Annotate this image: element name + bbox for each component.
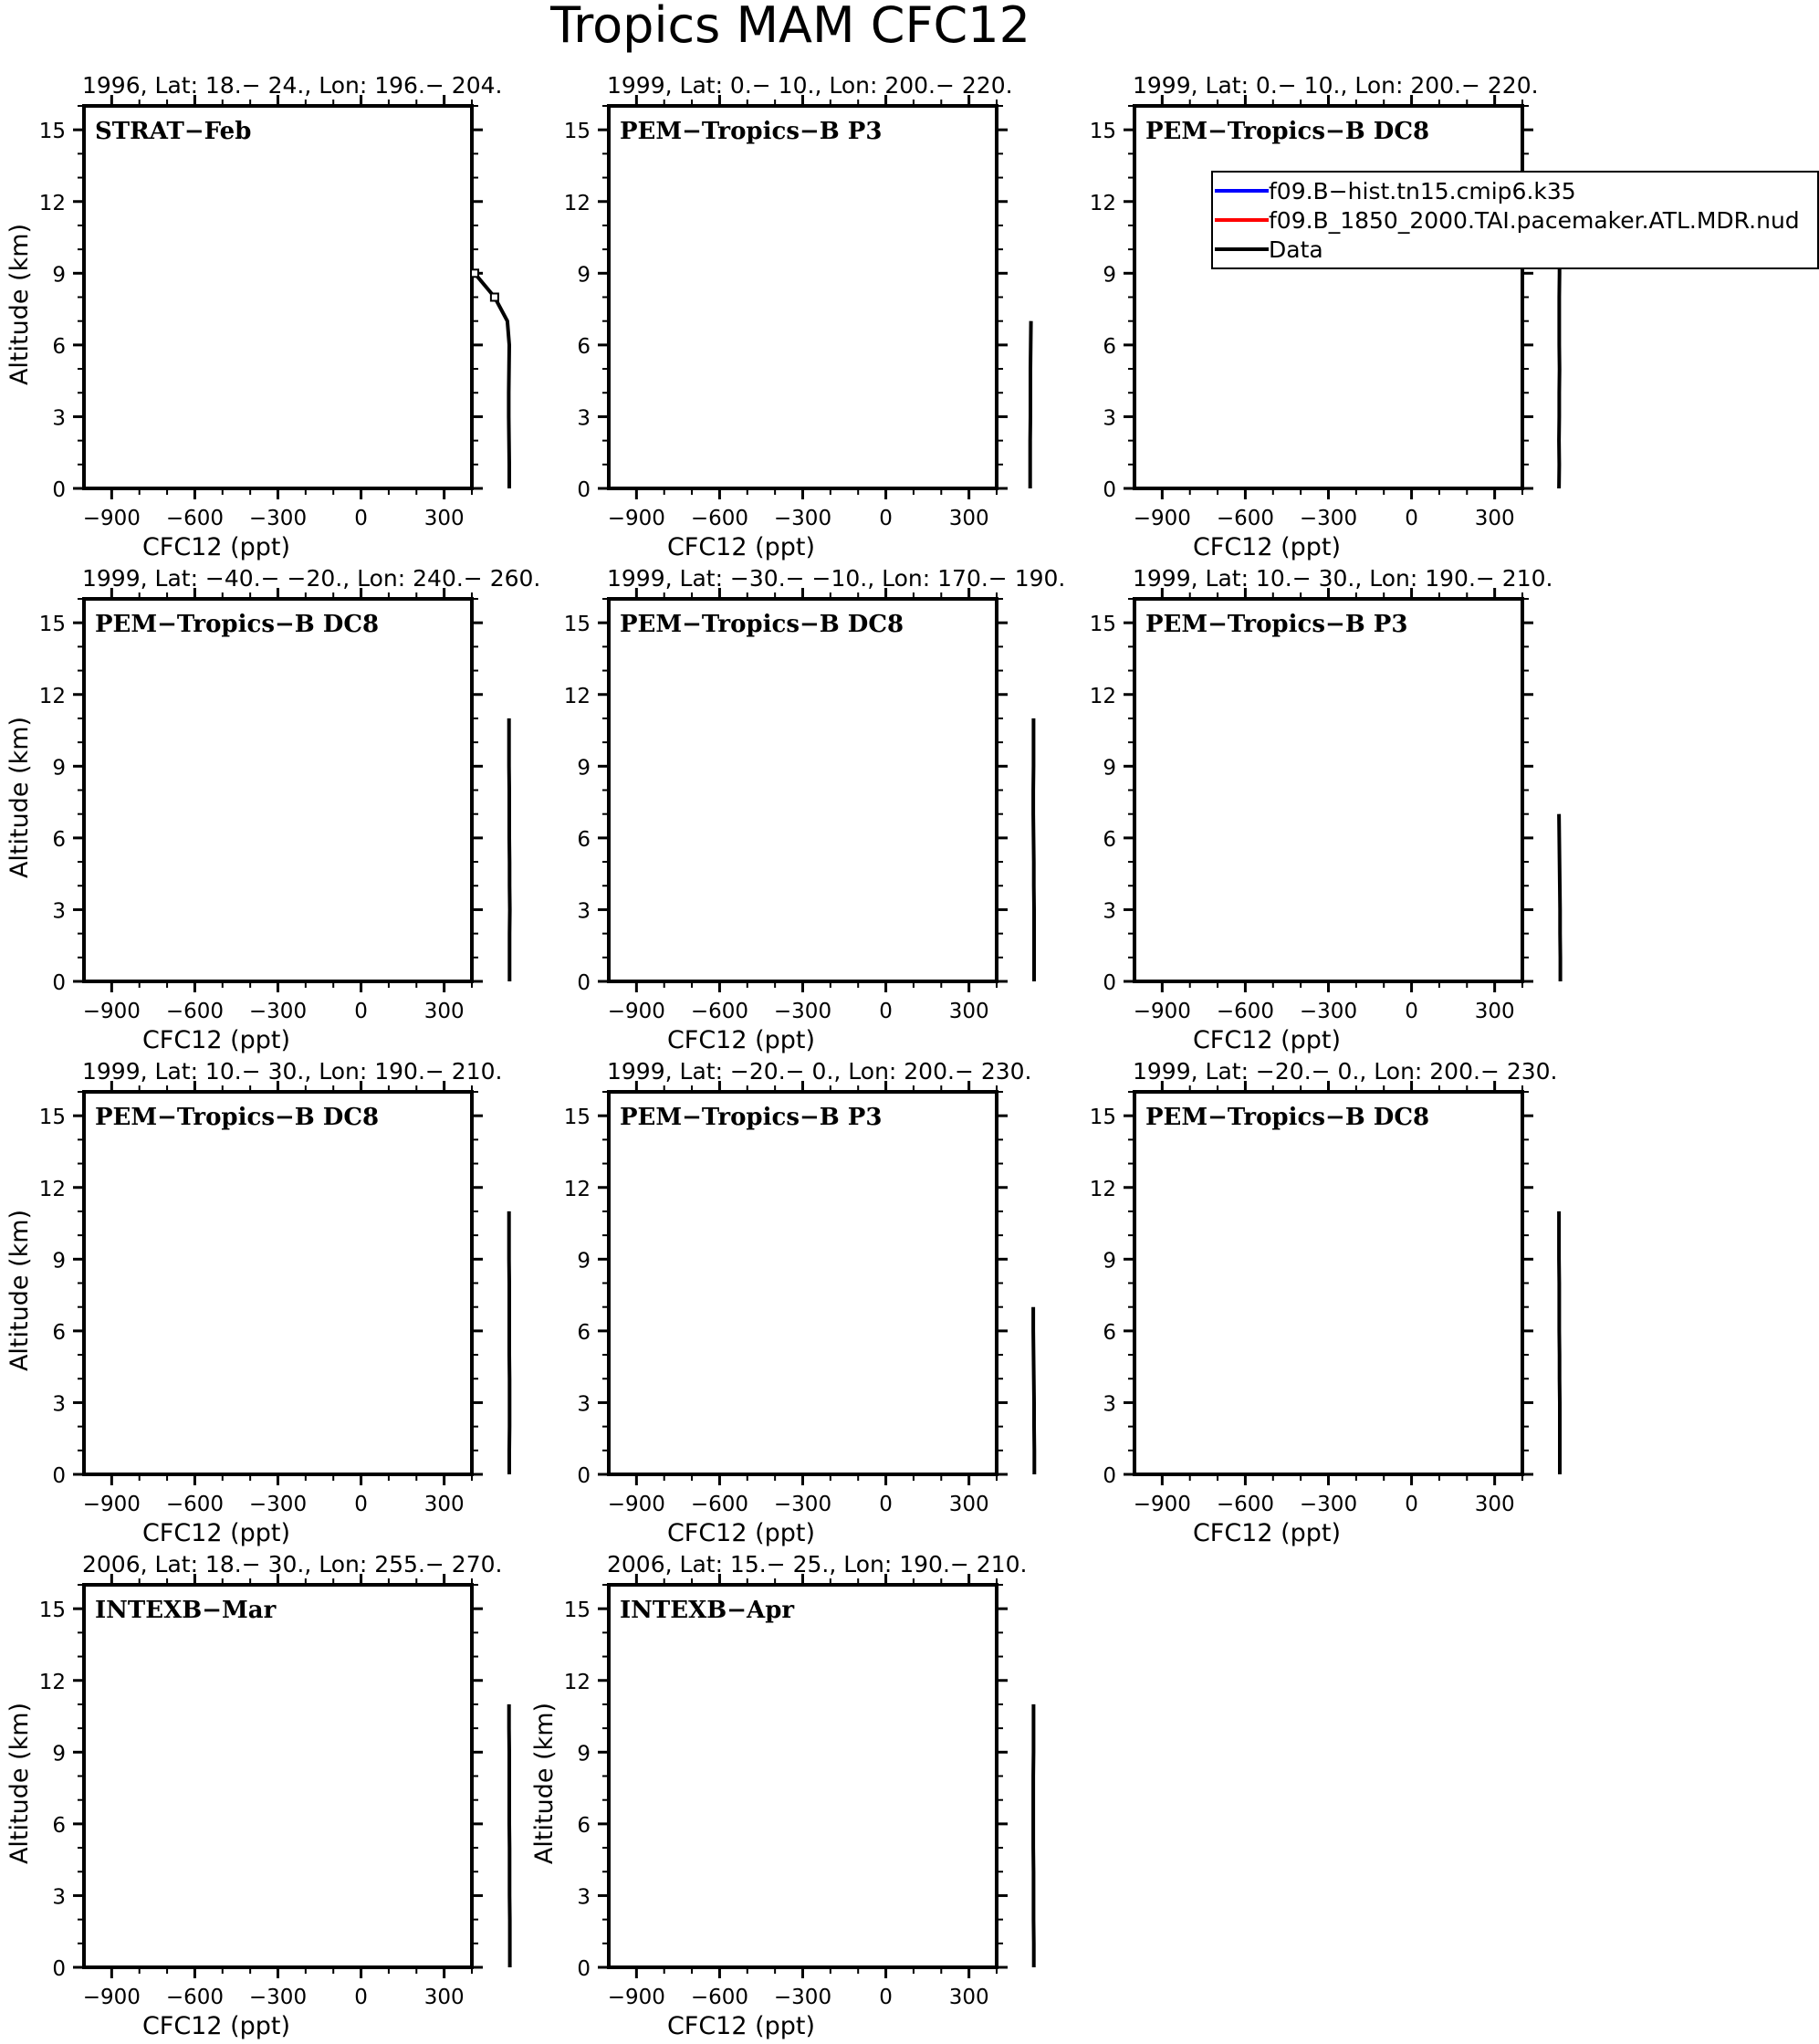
- x-tick-label: −900: [1133, 507, 1191, 530]
- panel-10: [5, 1551, 510, 2040]
- y-tick-label: 6: [1103, 827, 1116, 852]
- x-tick-label: 0: [354, 1493, 368, 1516]
- x-tick-label: −900: [82, 1493, 141, 1516]
- x-tick-label: 0: [354, 1986, 368, 2009]
- y-tick-label: 9: [1103, 1249, 1116, 1274]
- y-tick-label: 9: [577, 1249, 591, 1274]
- y-tick-label: 12: [563, 191, 591, 215]
- y-tick-label: 0: [52, 1957, 66, 1981]
- y-tick-label: 6: [577, 827, 591, 852]
- panel-8: [564, 1058, 1035, 1547]
- panel-2: [564, 72, 1031, 561]
- y-axis-label: Altitude (km): [5, 223, 34, 386]
- panel-header: 1999, Lat: 10.− 30., Lon: 190.− 210.: [82, 1058, 503, 1085]
- y-tick-label: 3: [577, 1885, 591, 1910]
- x-tick-label: −600: [690, 1000, 749, 1023]
- y-tick-label: 12: [563, 1670, 591, 1694]
- x-axis-label: CFC12 (ppt): [1192, 533, 1342, 561]
- y-tick-label: 6: [52, 334, 66, 359]
- y-tick-label: 9: [577, 1742, 591, 1766]
- y-axis-label: Altitude (km): [5, 1209, 34, 1372]
- panel-5: [564, 565, 1066, 1054]
- panel-1: [5, 72, 509, 561]
- x-tick-label: −900: [607, 1986, 665, 2009]
- plot-frame: [609, 106, 997, 488]
- campaign-label: PEM−Tropics−B P3: [620, 118, 883, 145]
- plot-frame: [1134, 1092, 1522, 1474]
- legend-label: Data: [1269, 236, 1323, 263]
- campaign-label: INTEXB−Apr: [620, 1597, 795, 1624]
- x-tick-label: −900: [607, 1000, 665, 1023]
- x-axis-label: CFC12 (ppt): [141, 533, 291, 561]
- legend: [1212, 172, 1818, 268]
- panel-header: 1996, Lat: 18.− 24., Lon: 196.− 204.: [82, 72, 503, 99]
- x-tick-label: −600: [1216, 1493, 1275, 1516]
- y-tick-label: 12: [38, 684, 66, 708]
- y-tick-label: 0: [1103, 478, 1116, 502]
- panels: [5, 72, 1561, 2040]
- x-tick-label: 300: [423, 1986, 465, 2009]
- y-tick-label: 3: [52, 1885, 66, 1910]
- y-tick-label: 0: [1103, 971, 1116, 995]
- campaign-label: PEM−Tropics−B DC8: [1145, 1104, 1430, 1131]
- plot-frame: [84, 106, 472, 488]
- x-axis-label: CFC12 (ppt): [666, 533, 816, 561]
- x-tick-label: 300: [948, 1493, 989, 1516]
- legend-label: f09.B_1850_2000.TAI.pacemaker.ATL.MDR.nud: [1269, 207, 1800, 234]
- x-tick-label: 300: [948, 1000, 989, 1023]
- x-tick-label: −300: [773, 1000, 832, 1023]
- x-tick-label: −900: [607, 507, 665, 530]
- panel-header: 2006, Lat: 18.− 30., Lon: 255.− 270.: [82, 1551, 503, 1578]
- x-axis-label: CFC12 (ppt): [666, 1026, 816, 1054]
- data-series-line: [509, 718, 510, 981]
- x-tick-label: −300: [248, 1986, 308, 2009]
- panel-header: 1999, Lat: −20.− 0., Lon: 200.− 230.: [607, 1058, 1032, 1085]
- x-tick-label: 300: [948, 1986, 989, 2009]
- x-axis-label: CFC12 (ppt): [141, 1519, 291, 1547]
- x-tick-label: −300: [773, 1493, 832, 1516]
- data-series-line: [509, 1704, 510, 1967]
- x-tick-label: 0: [1405, 1000, 1418, 1023]
- campaign-label: STRAT−Feb: [95, 118, 252, 145]
- x-tick-label: −900: [82, 507, 141, 530]
- x-tick-label: 300: [423, 507, 465, 530]
- plot-frame: [84, 1092, 472, 1474]
- y-tick-label: 0: [1103, 1464, 1116, 1488]
- x-tick-label: 300: [1474, 1493, 1515, 1516]
- y-tick-label: 12: [1089, 684, 1116, 708]
- x-tick-label: 300: [1474, 507, 1515, 530]
- y-axis-label: Altitude (km): [5, 716, 34, 879]
- x-tick-label: −300: [248, 1493, 308, 1516]
- x-tick-label: −600: [165, 1000, 225, 1023]
- y-tick-label: 9: [52, 756, 66, 781]
- x-tick-label: 0: [1405, 1493, 1418, 1516]
- x-tick-label: −900: [1133, 1000, 1191, 1023]
- y-tick-label: 0: [52, 971, 66, 995]
- plot-frame: [1134, 599, 1522, 981]
- campaign-label: PEM−Tropics−B P3: [620, 1104, 883, 1131]
- x-tick-label: −900: [607, 1493, 665, 1516]
- y-tick-label: 15: [1089, 613, 1116, 637]
- y-tick-label: 12: [38, 191, 66, 215]
- x-axis-label: CFC12 (ppt): [666, 1519, 816, 1547]
- data-series-line: [1030, 321, 1031, 488]
- y-tick-label: 15: [1089, 1106, 1116, 1130]
- y-tick-label: 15: [563, 613, 591, 637]
- panel-3: [1090, 72, 1560, 561]
- x-axis-label: CFC12 (ppt): [1192, 1519, 1342, 1547]
- panel-header: 2006, Lat: 15.− 25., Lon: 190.− 210.: [607, 1551, 1028, 1578]
- y-tick-label: 12: [1089, 1177, 1116, 1201]
- x-tick-label: −900: [82, 1000, 141, 1023]
- y-tick-label: 12: [563, 684, 591, 708]
- y-tick-label: 3: [52, 406, 66, 431]
- y-tick-label: 0: [52, 478, 66, 502]
- x-tick-label: 300: [423, 1000, 465, 1023]
- x-axis-label: CFC12 (ppt): [141, 2012, 291, 2040]
- y-axis-label: Altitude (km): [530, 1702, 559, 1865]
- figure-title: Tropics MAM CFC12: [550, 0, 1030, 54]
- x-tick-label: −600: [690, 507, 749, 530]
- y-tick-label: 12: [38, 1670, 66, 1694]
- data-series-line: [1033, 1704, 1034, 1967]
- x-tick-label: −300: [248, 1000, 308, 1023]
- y-tick-label: 6: [52, 827, 66, 852]
- x-tick-label: −600: [1216, 507, 1275, 530]
- y-tick-label: 9: [577, 263, 591, 288]
- y-tick-label: 0: [577, 478, 591, 502]
- panel-header: 1999, Lat: 0.− 10., Lon: 200.− 220.: [1133, 72, 1539, 99]
- plot-frame: [609, 1585, 997, 1967]
- campaign-label: PEM−Tropics−B DC8: [95, 1104, 380, 1131]
- y-tick-label: 9: [1103, 756, 1116, 781]
- y-tick-label: 6: [1103, 1320, 1116, 1345]
- y-tick-label: 6: [52, 1320, 66, 1345]
- data-series-line: [1559, 1211, 1560, 1474]
- y-tick-label: 9: [52, 1742, 66, 1766]
- y-tick-label: 0: [52, 1464, 66, 1488]
- data-marker: [491, 294, 498, 301]
- panel-11: [530, 1551, 1034, 2040]
- legend-label: f09.B−hist.tn15.cmip6.k35: [1269, 178, 1576, 204]
- y-tick-label: 9: [52, 1249, 66, 1274]
- campaign-label: PEM−Tropics−B DC8: [1145, 118, 1430, 145]
- y-tick-label: 15: [563, 1106, 591, 1130]
- x-tick-label: −600: [690, 1986, 749, 2009]
- y-tick-label: 12: [38, 1177, 66, 1201]
- campaign-label: PEM−Tropics−B P3: [1145, 611, 1408, 638]
- y-tick-label: 9: [1103, 263, 1116, 288]
- x-tick-label: 0: [879, 1493, 893, 1516]
- panel-header: 1999, Lat: −20.− 0., Lon: 200.− 230.: [1133, 1058, 1558, 1085]
- y-tick-label: 15: [563, 120, 591, 144]
- y-tick-label: 9: [52, 263, 66, 288]
- data-series-line: [475, 273, 509, 488]
- panel-6: [1090, 565, 1561, 1054]
- data-series-line: [509, 1211, 510, 1474]
- campaign-label: INTEXB−Mar: [95, 1597, 277, 1624]
- x-tick-label: −300: [1299, 507, 1358, 530]
- data-series-line: [1559, 814, 1561, 981]
- x-tick-label: −900: [1133, 1493, 1191, 1516]
- y-tick-label: 9: [577, 756, 591, 781]
- x-tick-label: −300: [773, 507, 832, 530]
- y-tick-label: 12: [563, 1177, 591, 1201]
- plot-frame: [84, 599, 472, 981]
- y-tick-label: 3: [1103, 899, 1116, 924]
- y-tick-label: 0: [577, 971, 591, 995]
- y-tick-label: 15: [38, 120, 66, 144]
- x-tick-label: −600: [690, 1493, 749, 1516]
- y-tick-label: 6: [577, 1813, 591, 1838]
- y-tick-label: 3: [577, 406, 591, 431]
- data-marker: [471, 269, 478, 277]
- x-tick-label: 0: [879, 1000, 893, 1023]
- y-tick-label: 15: [1089, 120, 1116, 144]
- y-tick-label: 15: [38, 1106, 66, 1130]
- x-tick-label: −600: [165, 507, 225, 530]
- x-tick-label: 300: [423, 1493, 465, 1516]
- y-tick-label: 3: [1103, 1392, 1116, 1417]
- x-axis-label: CFC12 (ppt): [666, 2012, 816, 2040]
- x-tick-label: −300: [1299, 1493, 1358, 1516]
- y-tick-label: 3: [577, 1392, 591, 1417]
- x-tick-label: −600: [165, 1493, 225, 1516]
- x-tick-label: −300: [773, 1986, 832, 2009]
- x-tick-label: −300: [248, 507, 308, 530]
- y-tick-label: 3: [52, 899, 66, 924]
- y-tick-label: 0: [577, 1957, 591, 1981]
- y-tick-label: 15: [38, 1599, 66, 1623]
- y-tick-label: 6: [1103, 334, 1116, 359]
- x-tick-label: −300: [1299, 1000, 1358, 1023]
- panel-7: [5, 1058, 509, 1547]
- y-tick-label: 3: [1103, 406, 1116, 431]
- y-tick-label: 6: [577, 334, 591, 359]
- plot-frame: [84, 1585, 472, 1967]
- y-tick-label: 15: [38, 613, 66, 637]
- y-tick-label: 6: [52, 1813, 66, 1838]
- x-tick-label: 0: [354, 507, 368, 530]
- x-tick-label: 300: [1474, 1000, 1515, 1023]
- y-axis-label: Altitude (km): [5, 1702, 34, 1865]
- x-axis-label: CFC12 (ppt): [1192, 1026, 1342, 1054]
- y-tick-label: 0: [577, 1464, 591, 1488]
- campaign-label: PEM−Tropics−B DC8: [620, 611, 904, 638]
- x-tick-label: 0: [879, 507, 893, 530]
- x-tick-label: −600: [165, 1986, 225, 2009]
- y-tick-label: 3: [577, 899, 591, 924]
- panel-header: 1999, Lat: 0.− 10., Lon: 200.− 220.: [607, 72, 1013, 99]
- data-series-line: [1033, 1307, 1034, 1474]
- plot-frame: [609, 599, 997, 981]
- panel-header: 1999, Lat: −40.− −20., Lon: 240.− 260.: [82, 565, 541, 592]
- x-tick-label: −900: [82, 1986, 141, 2009]
- x-tick-label: −600: [1216, 1000, 1275, 1023]
- y-tick-label: 12: [1089, 191, 1116, 215]
- x-tick-label: 0: [354, 1000, 368, 1023]
- x-tick-label: 0: [1405, 507, 1418, 530]
- x-tick-label: 300: [948, 507, 989, 530]
- plot-frame: [1134, 106, 1522, 488]
- y-tick-label: 3: [52, 1392, 66, 1417]
- panel-9: [1090, 1058, 1560, 1547]
- plot-frame: [609, 1092, 997, 1474]
- panel-4: [5, 565, 540, 1054]
- data-series-line: [1033, 718, 1034, 981]
- y-tick-label: 6: [577, 1320, 591, 1345]
- x-axis-label: CFC12 (ppt): [141, 1026, 291, 1054]
- x-tick-label: 0: [879, 1986, 893, 2009]
- campaign-label: PEM−Tropics−B DC8: [95, 611, 380, 638]
- y-tick-label: 15: [563, 1599, 591, 1623]
- panel-header: 1999, Lat: −30.− −10., Lon: 170.− 190.: [607, 565, 1066, 592]
- panel-header: 1999, Lat: 10.− 30., Lon: 190.− 210.: [1133, 565, 1553, 592]
